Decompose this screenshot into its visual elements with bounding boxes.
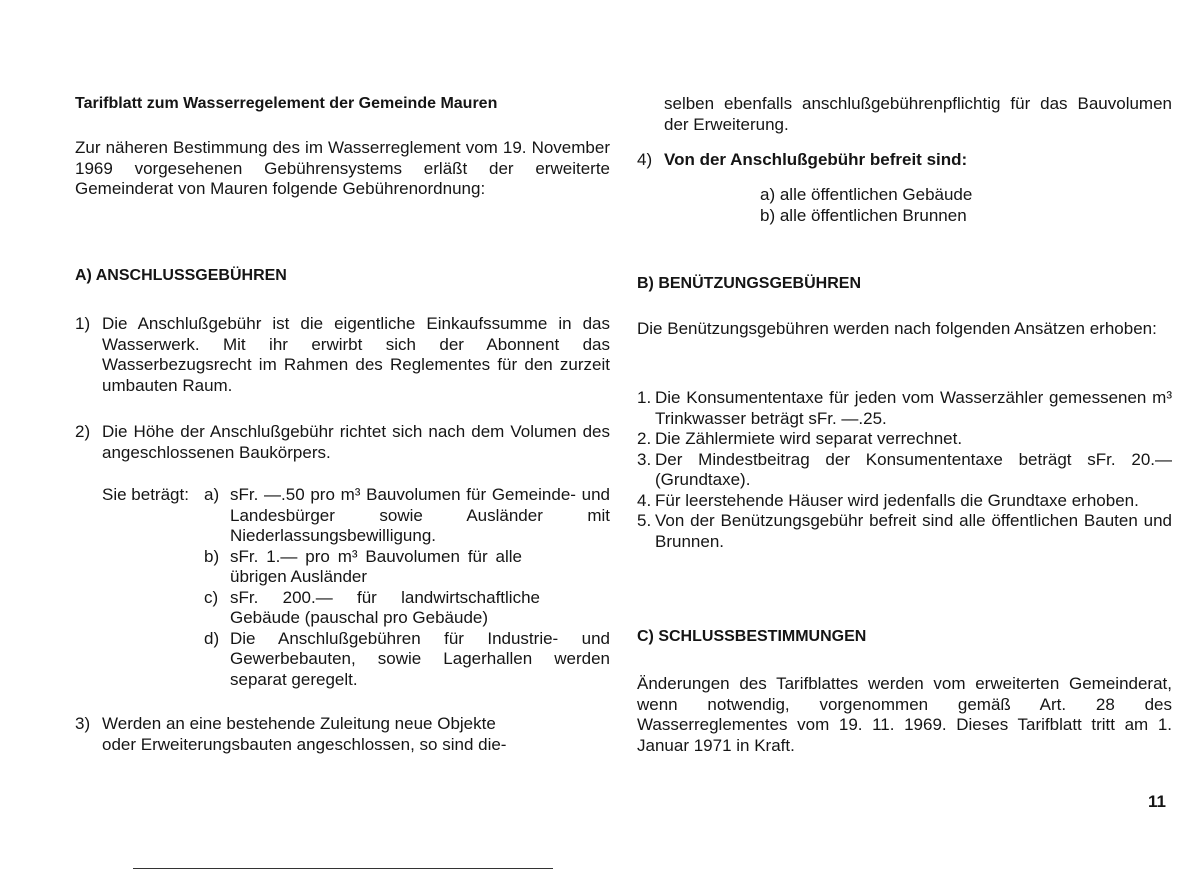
rate-letter: d) xyxy=(204,628,220,648)
list-item: 1. Die Konsumententaxe für jeden vom Wasserzähler gemessenen m³ Trinkwasser beträgt sFr. —.25. xyxy=(637,388,1172,428)
section-a-item-2 xyxy=(75,422,610,463)
rates-list xyxy=(75,485,610,690)
rate-item-d xyxy=(75,629,610,691)
page-number: 11 xyxy=(1148,792,1166,811)
section-a-item-3 xyxy=(75,714,610,755)
item-text: Die Höhe der Anschlußgebühr richtet sich nach dem Volumen des angeschlossenen Baukörpers. xyxy=(102,422,610,462)
section-a-heading: A) ANSCHLUSSGEBÜHREN xyxy=(75,267,287,284)
item-text: Die Anschlußgebühr ist die eigentliche Einkaufssumme in das Wasserwerk. Mit ihr erwirbt sich der Abonnent das Wasserbezugsrecht im Rahmen des Reglementes für den zurzeit umbauten Raum. xyxy=(102,314,610,395)
list-item: 3. Der Mindestbeitrag der Konsumententaxe beträgt sFr. 20.— (Grundtaxe). xyxy=(637,449,1172,489)
section-a-item-1 xyxy=(75,314,610,396)
exemption-item: a) alle öffentlichen Gebäude xyxy=(760,185,973,204)
item-number: 1) xyxy=(75,314,91,333)
item-text-part-1: Werden an eine bestehende Zuleitung neue Objekte oder Erweiterungsbauten angeschlossen, so sind die- xyxy=(102,714,507,754)
exemption-item: b) alle öffentlichen Brunnen xyxy=(760,205,967,225)
rate-text: sFr. 1.— pro m³ Bauvolumen für alle übrigen Ausländer xyxy=(230,546,522,586)
exemptions-list xyxy=(637,185,1172,226)
section-b-heading: B) BENÜTZUNGSGEBÜHREN xyxy=(637,275,861,292)
list-item: 2. Die Zählermiete wird separat verrechnet. xyxy=(637,429,963,448)
rate-item-a xyxy=(75,485,610,547)
rate-letter: b) xyxy=(204,546,220,566)
list-item: 4. Für leerstehende Häuser wird jedenfalls die Grundtaxe erhoben. xyxy=(637,490,1139,510)
section-b-intro: Die Benützungsgebühren werden nach folgenden Ansätzen erhoben: xyxy=(637,319,1157,338)
section-c-paragraph: Änderungen des Tarifblattes werden vom erweiterten Gemeinderat, wenn notwendig, vorgenommen gemäß Art. 28 des Wasserreglementes vom 19. 11. 1969. Dieses Tarifblatt tritt am 1. Januar 1971 in Kraft. xyxy=(637,674,1172,755)
rate-text: sFr. —.50 pro m³ Bauvolumen für Gemeinde- und Landesbürger sowie Ausländer mit Niederlassungsbewilligung. xyxy=(230,485,610,545)
rate-item-b xyxy=(75,547,610,588)
list-item: 5. Von der Benützungsgebühr befreit sind alle öffentlichen Bauten und Brunnen. xyxy=(637,511,1172,551)
item-number: 2) xyxy=(75,422,91,441)
rate-text: Die Anschlußgebühren für Industrie- und Gewerbebauten, sowie Lagerhallen werden separat geregelt. xyxy=(230,628,610,689)
document-title: Tarifblatt zum Wasserregelement der Gemeinde Mauren xyxy=(75,95,498,112)
item-number: 3) xyxy=(75,714,91,733)
section-b-list xyxy=(637,388,1172,552)
rate-letter: c) xyxy=(204,587,219,607)
section-a-item-4 xyxy=(637,150,1172,171)
rates-intro: Sie beträgt: xyxy=(102,485,189,504)
section-c-heading: C) SCHLUSSBESTIMMUNGEN xyxy=(637,628,867,645)
item-text: Von der Anschlußgebühr befreit sind: xyxy=(664,150,968,169)
rate-text: sFr. 200.— für landwirtschaftliche Gebäude (pauschal pro Gebäude) xyxy=(230,587,540,627)
rate-item-c xyxy=(75,588,610,629)
intro-paragraph: Zur näheren Bestimmung des im Wasserreglement vom 19. November 1969 vorgesehenen Gebührensystems erläßt der erweiterte Gemeinderat von Mauren folgende Gebührenordnung: xyxy=(75,138,610,198)
item-number: 4) xyxy=(637,150,653,169)
section-a-item-3-continued: selben ebenfalls anschlußgebührenpflichtig für das Bauvolumen der Erweiterung. xyxy=(664,94,1172,134)
rate-letter: a) xyxy=(204,485,220,504)
